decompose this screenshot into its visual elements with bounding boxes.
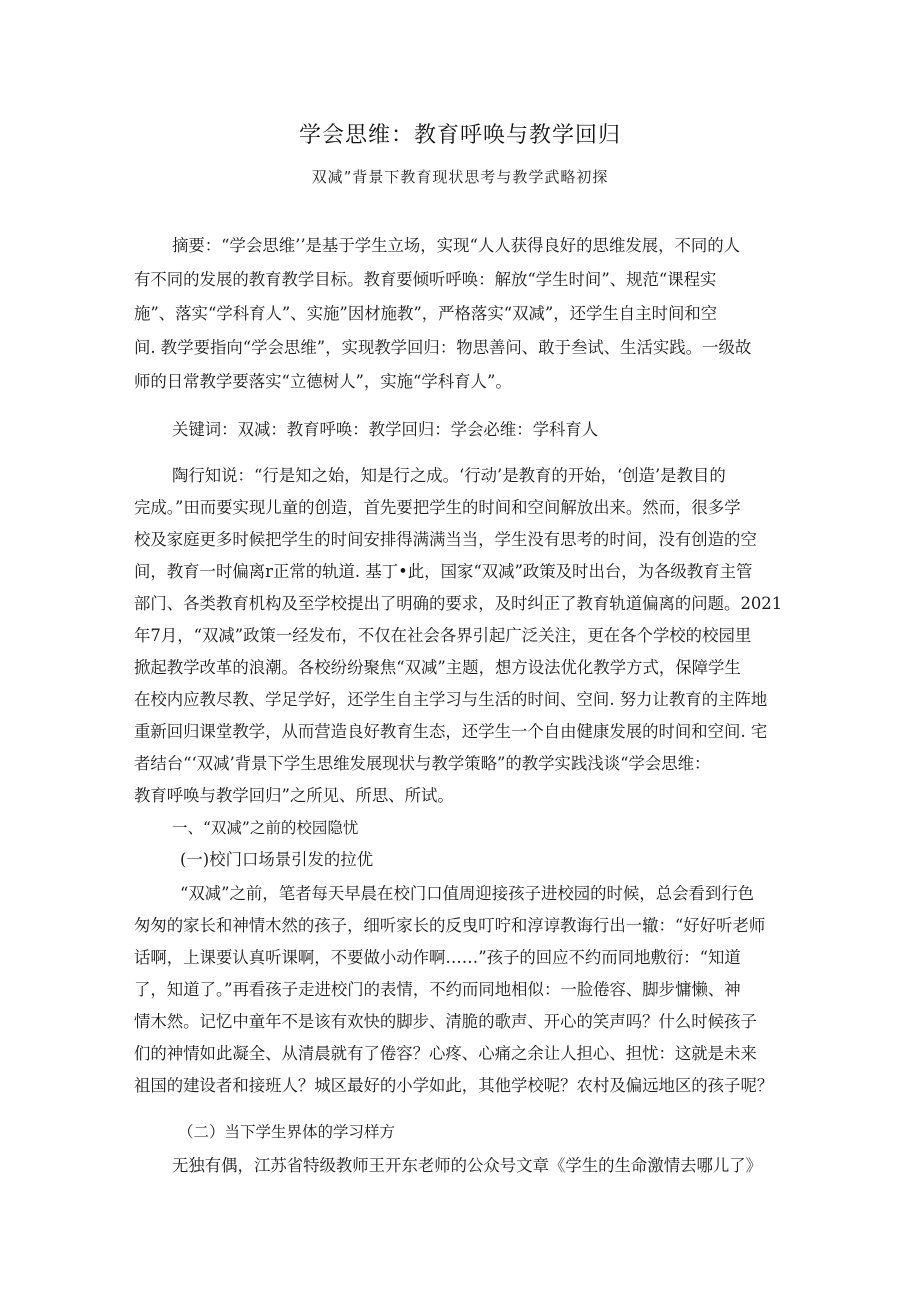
section-line: 了，知道了。”再看孩子走进校门的表情，不约而同地相似：一脸倦容、脚步慵懒、神 (134, 980, 741, 999)
intro-line: 教育呼唤与教学回归”之所见、所思、所试。 (134, 786, 454, 805)
subsection-heading: （二）当下学生界体的学习样方 (178, 1123, 396, 1141)
intro-line: 陶行知说：“行是知之始，知是行之成。‘行动’是教育的开始，‘创造’是教目的 (172, 466, 726, 485)
abstract-line: 摘要：“学会思维’’是基于学生立场，实现“人人获得良好的思维发展，不同的人 (172, 236, 741, 255)
section-line: 无独有偶，江苏省特级教师王开东老师的公众号文章《学生的生命激情去哪儿了》 (172, 1156, 763, 1175)
intro-line: 在校内应教尽教、学足学好，还学生自主学习与生活的时间、空间. 努力让教育的主阵地 (134, 690, 768, 709)
intro-line: 间，教育一时偏离r正常的轨道. 基丁•此，国家“双减”政策及时出台，为各级教育主管 (134, 562, 753, 581)
intro-line: 掀起教学改革的浪潮。各校纷纷聚焦“双减”主题，想方设法优化教学方式，保障学生 (134, 658, 741, 677)
abstract-line: 间. 教学要指向“学会思维”，实现教学回归：物思善问、敢于叁试、生活实践。一级故 (134, 338, 752, 357)
section-line: 们的神情如此凝全、从清晨就有了倦容？心疼、心痛之余让人担心、担忧：这就是未来 (134, 1044, 757, 1063)
intro-line: 者结台“‘双减’背景下学生思维发展现状与教学策略”的教学实践浅谈“学会思维： (134, 754, 711, 773)
page-title: 学会思维：教育呼唤与教学回归 (298, 123, 621, 148)
section-line: 话啊，上课要认真听课啊，不要做小动作啊……”孩子的回应不约而同地敷衍：“知道 (134, 948, 741, 967)
intro-line: 年7月，“双减”政策一经发布，不仅在社会各界引起广泛关注，更在各个学校的校园里 (134, 626, 752, 645)
intro-line: 重新回归课堂教学，从而营造良好教育生态，还学生一个自由健康发展的时间和空间. 宅 (134, 722, 768, 741)
section-line: “双减”之前，笔者每天早晨在校门口值周迎接孩子进校园的时候，总会看到行色 (180, 884, 755, 903)
abstract-line: 施”、落实“学科育人”、实施”因材施教”，严格落实“双减”，还学生自主时间和空 (134, 304, 718, 323)
section-heading: 一、“双减”之前的校园隐忧 (172, 819, 359, 837)
abstract-line: 有不同的发展的教育教学目标。教育要倾听呼唤：解放“学生时间”、规范“课程实 (134, 270, 717, 289)
page-subtitle: 双减”背景下教育现状思考与教学武略初探 (311, 168, 609, 186)
intro-line: 校及家庭更多时候把学生的时间安排得满满当当，学生没有思考的时间，没有创造的空 (134, 530, 757, 549)
intro-line: 完成。”田而要实现儿童的创造，首先要把学生的时间和空间解放出来。然而，很多学 (134, 498, 741, 517)
section-line: 匆匆的家长和神情木然的孩子，细听家长的反曳叮咛和淳谆教诲行出一辙：“好好听老师 (134, 916, 766, 935)
section-line: 情木然。记忆中童年不是该有欢快的脚步、清脆的歌声、开心的笑声吗？什么时候孩子 (134, 1012, 757, 1031)
abstract-line: 师的日常教学要落实“立德树人”，实施“学科育人”。 (134, 372, 512, 391)
keywords-line: 关键词：双减：教育呼唤：教学回归：学会必维：学科育人 (172, 420, 599, 439)
section-line: 祖国的建设者和接班人？城区最好的小学如此，其他学校呢？农村及偏远地区的孩子呢？ (134, 1076, 774, 1095)
intro-line: 部门、各类教育机构及至学校提出了明确的要求，及时纠正了教育轨道偏离的问题。2021 (134, 594, 783, 613)
subsection-heading: (一)校门口场景引发的拉优 (180, 850, 374, 869)
